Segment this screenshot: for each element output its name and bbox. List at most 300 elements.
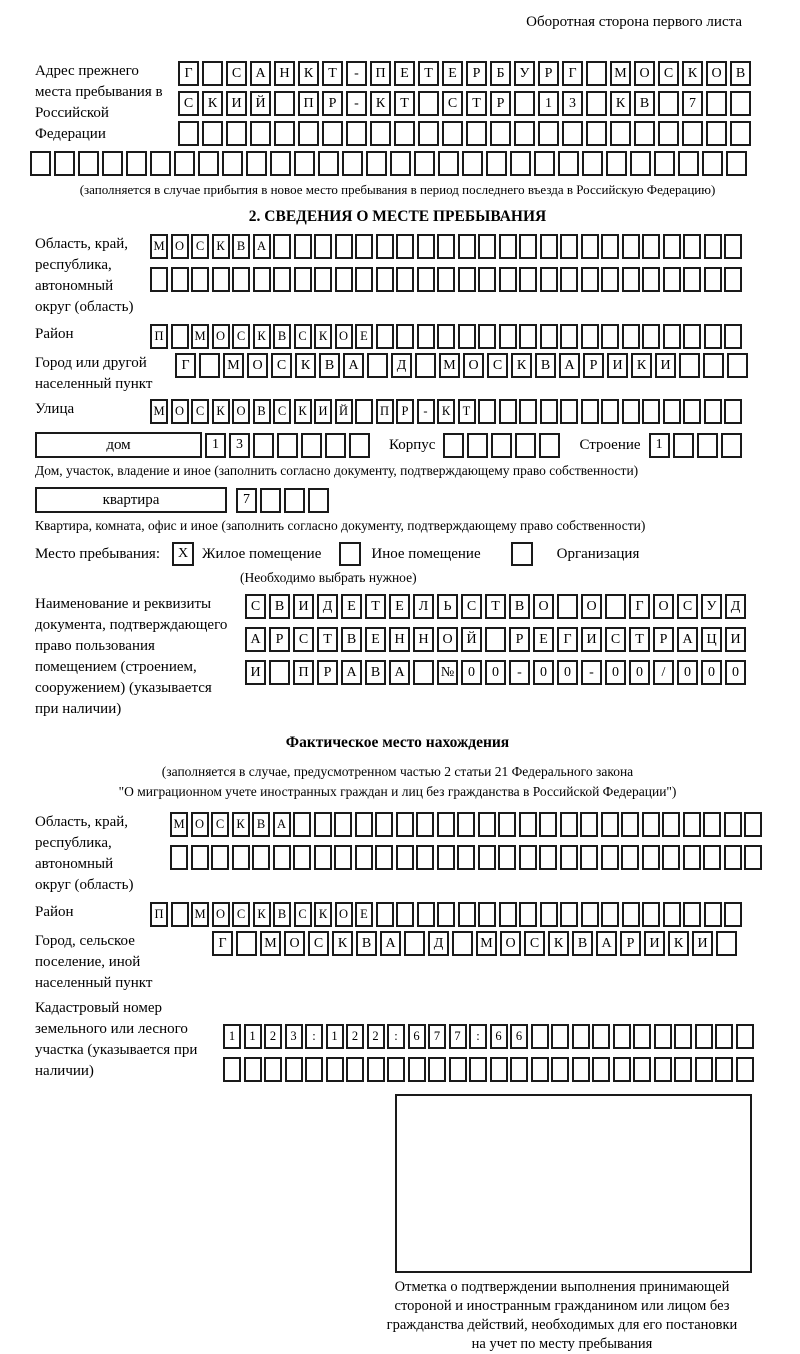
char-cell[interactable]	[469, 1057, 487, 1082]
char-cell[interactable]: М	[170, 812, 188, 837]
char-cell[interactable]	[682, 121, 703, 146]
char-cell[interactable]	[557, 594, 578, 619]
char-cell[interactable]	[539, 433, 560, 458]
char-cell[interactable]: О	[500, 931, 521, 956]
char-cell[interactable]: С	[191, 234, 209, 259]
char-cell[interactable]: И	[692, 931, 713, 956]
char-cell[interactable]: Р	[509, 627, 530, 652]
char-cell[interactable]	[724, 845, 742, 870]
char-cell[interactable]: С	[308, 931, 329, 956]
char-cell[interactable]: И	[607, 353, 628, 378]
char-cell[interactable]: Е	[341, 594, 362, 619]
char-cell[interactable]	[298, 121, 319, 146]
char-cell[interactable]: Г	[557, 627, 578, 652]
char-cell[interactable]	[467, 433, 488, 458]
char-cell[interactable]: К	[437, 399, 455, 424]
char-cell[interactable]	[126, 151, 147, 176]
char-cell[interactable]	[613, 1024, 631, 1049]
char-cell[interactable]	[314, 845, 332, 870]
char-cell[interactable]: Р	[317, 660, 338, 685]
char-cell[interactable]: -	[346, 61, 367, 86]
char-cell[interactable]	[601, 267, 619, 292]
char-cell[interactable]: 1	[205, 433, 226, 458]
char-cell[interactable]	[490, 121, 511, 146]
char-cell[interactable]: А	[245, 627, 266, 652]
checkbox-residential[interactable]: X	[172, 542, 194, 566]
char-cell[interactable]: Д	[391, 353, 412, 378]
char-cell[interactable]	[683, 812, 701, 837]
char-cell[interactable]: Р	[396, 399, 414, 424]
char-cell[interactable]	[458, 234, 476, 259]
char-cell[interactable]	[683, 902, 701, 927]
char-cell[interactable]	[273, 234, 291, 259]
char-cell[interactable]: К	[253, 902, 271, 927]
char-cell[interactable]	[562, 121, 583, 146]
char-cell[interactable]	[560, 324, 578, 349]
char-cell[interactable]	[727, 353, 748, 378]
char-cell[interactable]: И	[725, 627, 746, 652]
char-cell[interactable]	[519, 399, 537, 424]
char-cell[interactable]: 0	[461, 660, 482, 685]
char-cell[interactable]	[437, 234, 455, 259]
char-cell[interactable]: Е	[394, 61, 415, 86]
char-cell[interactable]	[642, 324, 660, 349]
char-cell[interactable]: Й	[461, 627, 482, 652]
char-cell[interactable]	[458, 267, 476, 292]
char-cell[interactable]	[478, 845, 496, 870]
char-cell[interactable]	[414, 151, 435, 176]
char-cell[interactable]	[674, 1024, 692, 1049]
char-cell[interactable]	[376, 234, 394, 259]
char-cell[interactable]: О	[284, 931, 305, 956]
char-cell[interactable]	[704, 234, 722, 259]
char-cell[interactable]	[704, 267, 722, 292]
char-cell[interactable]: 0	[701, 660, 722, 685]
char-cell[interactable]: К	[511, 353, 532, 378]
char-cell[interactable]	[730, 121, 751, 146]
char-cell[interactable]: С	[211, 812, 229, 837]
char-cell[interactable]	[736, 1057, 754, 1082]
char-cell[interactable]	[274, 121, 295, 146]
char-cell[interactable]	[284, 488, 305, 513]
char-cell[interactable]	[601, 812, 619, 837]
checkbox-other-premises[interactable]	[339, 542, 361, 566]
char-cell[interactable]	[490, 1057, 508, 1082]
char-cell[interactable]	[622, 902, 640, 927]
char-cell[interactable]: 3	[229, 433, 250, 458]
char-cell[interactable]: Д	[317, 594, 338, 619]
char-cell[interactable]: В	[269, 594, 290, 619]
char-cell[interactable]	[621, 845, 639, 870]
char-cell[interactable]: А	[341, 660, 362, 685]
char-cell[interactable]	[586, 121, 607, 146]
char-cell[interactable]	[642, 812, 660, 837]
char-cell[interactable]	[704, 902, 722, 927]
char-cell[interactable]: С	[605, 627, 626, 652]
char-cell[interactable]: С	[677, 594, 698, 619]
char-cell[interactable]: -	[417, 399, 435, 424]
char-cell[interactable]	[457, 812, 475, 837]
char-cell[interactable]	[736, 1024, 754, 1049]
char-cell[interactable]	[417, 234, 435, 259]
char-cell[interactable]	[531, 1057, 549, 1082]
char-cell[interactable]	[54, 151, 75, 176]
char-cell[interactable]: Г	[175, 353, 196, 378]
char-cell[interactable]	[232, 267, 250, 292]
char-cell[interactable]	[630, 151, 651, 176]
char-cell[interactable]	[499, 324, 517, 349]
char-cell[interactable]: М	[476, 931, 497, 956]
char-cell[interactable]: В	[356, 931, 377, 956]
char-cell[interactable]	[538, 121, 559, 146]
char-cell[interactable]	[404, 931, 425, 956]
char-cell[interactable]: А	[380, 931, 401, 956]
char-cell[interactable]: М	[610, 61, 631, 86]
char-cell[interactable]	[486, 151, 507, 176]
char-cell[interactable]: К	[332, 931, 353, 956]
char-cell[interactable]	[581, 399, 599, 424]
char-cell[interactable]	[510, 1057, 528, 1082]
char-cell[interactable]: А	[389, 660, 410, 685]
char-cell[interactable]	[462, 151, 483, 176]
char-cell[interactable]	[478, 267, 496, 292]
char-cell[interactable]	[560, 399, 578, 424]
char-cell[interactable]	[658, 91, 679, 116]
char-cell[interactable]	[376, 267, 394, 292]
char-cell[interactable]: К	[370, 91, 391, 116]
char-cell[interactable]: О	[533, 594, 554, 619]
char-cell[interactable]: С	[245, 594, 266, 619]
char-cell[interactable]	[150, 151, 171, 176]
char-cell[interactable]	[514, 91, 535, 116]
char-cell[interactable]	[560, 234, 578, 259]
char-cell[interactable]: 0	[725, 660, 746, 685]
char-cell[interactable]	[253, 433, 274, 458]
char-cell[interactable]	[622, 234, 640, 259]
char-cell[interactable]: С	[232, 902, 250, 927]
char-cell[interactable]	[396, 812, 414, 837]
char-cell[interactable]	[697, 433, 718, 458]
char-cell[interactable]	[355, 812, 373, 837]
char-cell[interactable]	[478, 812, 496, 837]
char-cell[interactable]	[519, 812, 537, 837]
char-cell[interactable]	[642, 845, 660, 870]
char-cell[interactable]	[663, 902, 681, 927]
char-cell[interactable]: А	[250, 61, 271, 86]
char-cell[interactable]: Г	[629, 594, 650, 619]
char-cell[interactable]	[683, 267, 701, 292]
char-cell[interactable]	[334, 812, 352, 837]
char-cell[interactable]: Л	[413, 594, 434, 619]
char-cell[interactable]	[396, 234, 414, 259]
char-cell[interactable]: 7	[428, 1024, 446, 1049]
char-cell[interactable]	[273, 845, 291, 870]
char-cell[interactable]	[443, 433, 464, 458]
char-cell[interactable]: 3	[285, 1024, 303, 1049]
char-cell[interactable]	[334, 845, 352, 870]
char-cell[interactable]	[236, 931, 257, 956]
char-cell[interactable]	[452, 931, 473, 956]
char-cell[interactable]: 7	[449, 1024, 467, 1049]
char-cell[interactable]: К	[668, 931, 689, 956]
char-cell[interactable]	[355, 234, 373, 259]
char-cell[interactable]	[346, 121, 367, 146]
char-cell[interactable]	[417, 324, 435, 349]
char-cell[interactable]	[375, 845, 393, 870]
char-cell[interactable]	[683, 324, 701, 349]
char-cell[interactable]: С	[191, 399, 209, 424]
char-cell[interactable]: Р	[322, 91, 343, 116]
char-cell[interactable]: К	[295, 353, 316, 378]
char-cell[interactable]	[437, 324, 455, 349]
char-cell[interactable]	[663, 267, 681, 292]
char-cell[interactable]	[244, 1057, 262, 1082]
char-cell[interactable]	[744, 812, 762, 837]
char-cell[interactable]: -	[581, 660, 602, 685]
char-cell[interactable]	[478, 399, 496, 424]
char-cell[interactable]: К	[314, 324, 332, 349]
char-cell[interactable]: 6	[490, 1024, 508, 1049]
char-cell[interactable]: К	[314, 902, 332, 927]
char-cell[interactable]	[703, 353, 724, 378]
char-cell[interactable]: 0	[557, 660, 578, 685]
char-cell[interactable]	[442, 121, 463, 146]
char-cell[interactable]: Р	[583, 353, 604, 378]
char-cell[interactable]	[499, 267, 517, 292]
char-cell[interactable]	[466, 121, 487, 146]
char-cell[interactable]: П	[150, 902, 168, 927]
char-cell[interactable]	[560, 267, 578, 292]
char-cell[interactable]	[438, 151, 459, 176]
char-cell[interactable]: А	[559, 353, 580, 378]
char-cell[interactable]: К	[212, 399, 230, 424]
char-cell[interactable]	[499, 902, 517, 927]
char-cell[interactable]	[662, 812, 680, 837]
char-cell[interactable]: :	[387, 1024, 405, 1049]
char-cell[interactable]	[171, 902, 189, 927]
char-cell[interactable]: В	[273, 902, 291, 927]
char-cell[interactable]	[293, 845, 311, 870]
char-cell[interactable]: Н	[413, 627, 434, 652]
char-cell[interactable]: У	[701, 594, 722, 619]
char-cell[interactable]	[642, 267, 660, 292]
char-cell[interactable]	[294, 267, 312, 292]
char-cell[interactable]	[715, 1024, 733, 1049]
char-cell[interactable]	[491, 433, 512, 458]
char-cell[interactable]: 2	[346, 1024, 364, 1049]
char-cell[interactable]	[294, 151, 315, 176]
char-cell[interactable]: К	[212, 234, 230, 259]
char-cell[interactable]	[601, 902, 619, 927]
char-cell[interactable]	[721, 433, 742, 458]
char-cell[interactable]: Р	[620, 931, 641, 956]
char-cell[interactable]	[642, 234, 660, 259]
char-cell[interactable]	[246, 151, 267, 176]
char-cell[interactable]	[437, 845, 455, 870]
char-cell[interactable]	[355, 267, 373, 292]
char-cell[interactable]	[706, 121, 727, 146]
char-cell[interactable]	[683, 399, 701, 424]
char-cell[interactable]: С	[271, 353, 292, 378]
char-cell[interactable]	[416, 812, 434, 837]
char-cell[interactable]	[174, 151, 195, 176]
char-cell[interactable]: Т	[365, 594, 386, 619]
char-cell[interactable]: А	[343, 353, 364, 378]
char-cell[interactable]	[294, 234, 312, 259]
char-cell[interactable]: Т	[317, 627, 338, 652]
char-cell[interactable]	[301, 433, 322, 458]
char-cell[interactable]	[335, 267, 353, 292]
char-cell[interactable]	[396, 267, 414, 292]
char-cell[interactable]: В	[341, 627, 362, 652]
char-cell[interactable]	[519, 234, 537, 259]
char-cell[interactable]: С	[461, 594, 482, 619]
char-cell[interactable]	[191, 845, 209, 870]
char-cell[interactable]: Б	[490, 61, 511, 86]
char-cell[interactable]	[654, 1057, 672, 1082]
char-cell[interactable]	[396, 902, 414, 927]
char-cell[interactable]	[198, 151, 219, 176]
char-cell[interactable]	[326, 1057, 344, 1082]
char-cell[interactable]	[150, 267, 168, 292]
char-cell[interactable]	[418, 121, 439, 146]
char-cell[interactable]: А	[273, 812, 291, 837]
char-cell[interactable]: 1	[326, 1024, 344, 1049]
char-cell[interactable]: Д	[428, 931, 449, 956]
char-cell[interactable]: М	[191, 324, 209, 349]
char-cell[interactable]	[264, 1057, 282, 1082]
char-cell[interactable]: И	[226, 91, 247, 116]
char-cell[interactable]: :	[469, 1024, 487, 1049]
char-cell[interactable]	[730, 91, 751, 116]
char-cell[interactable]	[695, 1024, 713, 1049]
char-cell[interactable]	[715, 1057, 733, 1082]
char-cell[interactable]	[703, 812, 721, 837]
char-cell[interactable]: 0	[605, 660, 626, 685]
char-cell[interactable]	[706, 91, 727, 116]
char-cell[interactable]	[560, 812, 578, 837]
char-cell[interactable]	[540, 234, 558, 259]
char-cell[interactable]: 1	[538, 91, 559, 116]
char-cell[interactable]	[396, 324, 414, 349]
char-cell[interactable]	[277, 433, 298, 458]
char-cell[interactable]: И	[245, 660, 266, 685]
char-cell[interactable]	[582, 151, 603, 176]
char-cell[interactable]	[514, 121, 535, 146]
char-cell[interactable]	[171, 324, 189, 349]
char-cell[interactable]: В	[252, 812, 270, 837]
char-cell[interactable]: О	[463, 353, 484, 378]
char-cell[interactable]: К	[232, 812, 250, 837]
char-cell[interactable]: М	[439, 353, 460, 378]
char-cell[interactable]: К	[294, 399, 312, 424]
char-cell[interactable]	[663, 324, 681, 349]
char-cell[interactable]	[724, 399, 742, 424]
char-cell[interactable]: С	[487, 353, 508, 378]
char-cell[interactable]	[519, 267, 537, 292]
char-cell[interactable]	[605, 594, 626, 619]
char-cell[interactable]	[349, 433, 370, 458]
char-cell[interactable]: О	[706, 61, 727, 86]
char-cell[interactable]	[586, 61, 607, 86]
char-cell[interactable]	[581, 902, 599, 927]
char-cell[interactable]: М	[191, 902, 209, 927]
char-cell[interactable]	[622, 267, 640, 292]
char-cell[interactable]	[428, 1057, 446, 1082]
char-cell[interactable]: Е	[355, 902, 373, 927]
char-cell[interactable]: П	[298, 91, 319, 116]
char-cell[interactable]: О	[191, 812, 209, 837]
char-cell[interactable]	[658, 121, 679, 146]
char-cell[interactable]: О	[335, 324, 353, 349]
char-cell[interactable]	[250, 121, 271, 146]
char-cell[interactable]: В	[572, 931, 593, 956]
char-cell[interactable]	[534, 151, 555, 176]
char-cell[interactable]: О	[653, 594, 674, 619]
char-cell[interactable]	[415, 353, 436, 378]
char-cell[interactable]	[370, 121, 391, 146]
char-cell[interactable]: С	[273, 399, 291, 424]
char-cell[interactable]: Т	[485, 594, 506, 619]
char-cell[interactable]	[633, 1024, 651, 1049]
char-cell[interactable]: С	[226, 61, 247, 86]
char-cell[interactable]: 7	[682, 91, 703, 116]
char-cell[interactable]: М	[150, 399, 168, 424]
char-cell[interactable]	[683, 234, 701, 259]
char-cell[interactable]	[396, 845, 414, 870]
char-cell[interactable]	[519, 845, 537, 870]
char-cell[interactable]	[586, 91, 607, 116]
char-cell[interactable]: О	[247, 353, 268, 378]
char-cell[interactable]: О	[171, 234, 189, 259]
char-cell[interactable]	[498, 845, 516, 870]
char-cell[interactable]: 0	[485, 660, 506, 685]
char-cell[interactable]: Е	[442, 61, 463, 86]
char-cell[interactable]	[581, 234, 599, 259]
char-cell[interactable]	[222, 151, 243, 176]
char-cell[interactable]: 2	[367, 1024, 385, 1049]
char-cell[interactable]	[212, 267, 230, 292]
char-cell[interactable]: 1	[244, 1024, 262, 1049]
char-cell[interactable]	[613, 1057, 631, 1082]
char-cell[interactable]: Е	[533, 627, 554, 652]
char-cell[interactable]: В	[730, 61, 751, 86]
char-cell[interactable]: С	[294, 902, 312, 927]
char-cell[interactable]	[540, 399, 558, 424]
char-cell[interactable]	[178, 121, 199, 146]
char-cell[interactable]: В	[535, 353, 556, 378]
char-cell[interactable]	[314, 234, 332, 259]
char-cell[interactable]	[678, 151, 699, 176]
char-cell[interactable]	[601, 234, 619, 259]
char-cell[interactable]	[274, 91, 295, 116]
char-cell[interactable]: О	[581, 594, 602, 619]
char-cell[interactable]: 6	[510, 1024, 528, 1049]
char-cell[interactable]: К	[631, 353, 652, 378]
char-cell[interactable]	[540, 267, 558, 292]
char-cell[interactable]	[478, 324, 496, 349]
char-cell[interactable]	[663, 399, 681, 424]
char-cell[interactable]	[308, 488, 329, 513]
char-cell[interactable]	[663, 234, 681, 259]
char-cell[interactable]	[515, 433, 536, 458]
char-cell[interactable]: И	[293, 594, 314, 619]
char-cell[interactable]: И	[581, 627, 602, 652]
char-cell[interactable]	[716, 931, 737, 956]
char-cell[interactable]: 3	[562, 91, 583, 116]
char-cell[interactable]	[560, 845, 578, 870]
char-cell[interactable]	[703, 845, 721, 870]
